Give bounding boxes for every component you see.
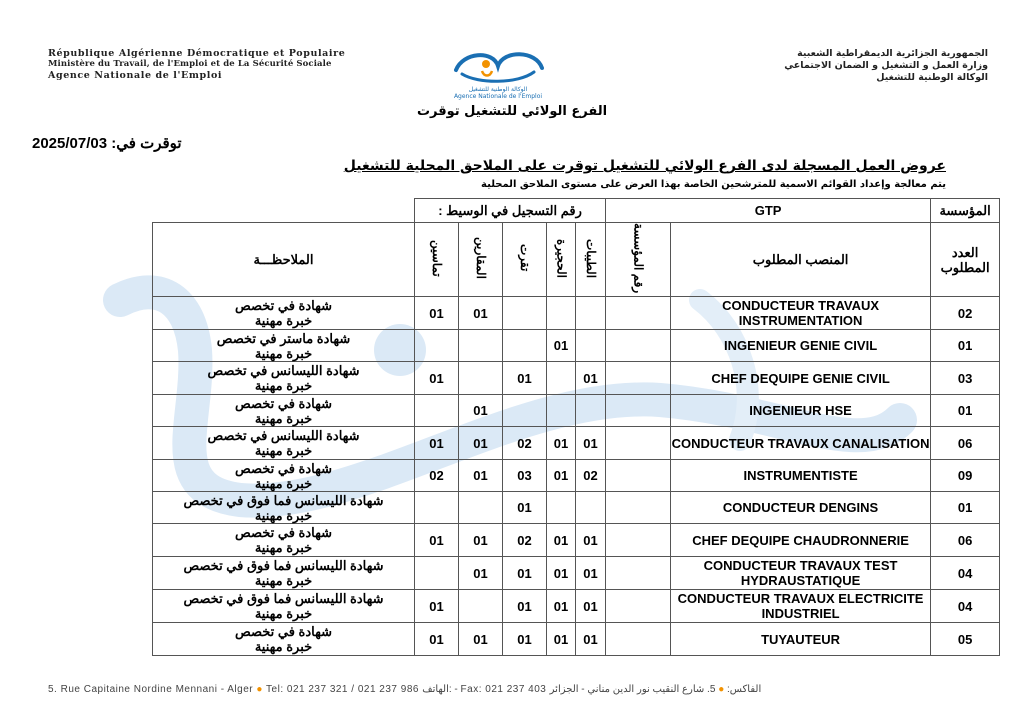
note-experience: خبرة مهنية <box>254 573 313 589</box>
ent-no-cell <box>606 362 671 395</box>
note-cell <box>153 460 415 492</box>
offers-subtitle: يتم معالجة وإعداد القوائم الاسمية للمترشحين الخاصة بهذا العرض على مستوى الملاحق المحلية <box>481 179 946 190</box>
column-headers <box>153 223 1000 297</box>
offers-title: عروض العمل المسجلة لدى الفرع الولائي للتشغيل توقرت على الملاحق المحلية للتشغيل <box>343 158 946 174</box>
meggarine-cell: 01 <box>459 427 503 460</box>
taibet-cell: 01 <box>576 427 606 460</box>
count-cell: 01 <box>931 330 1000 362</box>
taibet-cell: 01 <box>576 590 606 623</box>
header-temacine: تماسين <box>430 239 444 277</box>
note-cell <box>153 623 415 656</box>
letterhead-fr <box>48 48 345 81</box>
post-cell: CHEF DEQUIPE CHAUDRONNERIE <box>671 524 931 557</box>
footer-bullet-icon: ● <box>718 684 725 695</box>
meggarine-cell: 01 <box>459 557 503 590</box>
hjira-cell: 01 <box>547 427 576 460</box>
touggourt-cell: 02 <box>503 427 547 460</box>
count-cell: 01 <box>931 395 1000 427</box>
note-experience: خبرة مهنية <box>254 540 313 556</box>
footer-fax: Fax: 021 237 403 <box>460 684 547 695</box>
intermediary-number-label: رقم التسجيل في الوسيط : <box>415 199 606 223</box>
fr-republic-line: République Algérienne Démocratique et Populaire <box>48 48 346 59</box>
temacine-cell <box>415 557 459 590</box>
note-diploma: شهادة في تخصص <box>235 525 332 541</box>
fr-ministry-line: Ministère du Travail, de l'Emploi et de La Sécurité Sociale <box>48 59 332 69</box>
taibet-cell: 01 <box>576 557 606 590</box>
table-row <box>153 623 1000 656</box>
note-diploma: شهادة في تخصص <box>235 395 332 411</box>
hjira-cell: 01 <box>547 557 576 590</box>
count-cell: 05 <box>931 623 1000 656</box>
branch-title: الفرع الولائي للتشغيل توقرت <box>416 104 608 119</box>
taibet-cell <box>576 395 606 427</box>
letterhead-ar <box>784 48 988 84</box>
enterprise-row <box>153 199 1000 223</box>
footer-bullet-icon: ● <box>256 684 263 695</box>
note-diploma: شهادة ماستر في تخصص <box>216 330 351 346</box>
touggourt-cell: 03 <box>503 460 547 492</box>
header-post: المنصب المطلوب <box>671 223 931 297</box>
temacine-cell: 01 <box>415 524 459 557</box>
note-diploma: شهادة الليسانس فما فوق في تخصص <box>183 558 384 574</box>
count-cell: 01 <box>931 492 1000 524</box>
note-experience: خبرة مهنية <box>254 443 313 459</box>
count-cell: 04 <box>931 590 1000 623</box>
post-cell: CONDUCTEUR DENGINS <box>671 492 931 524</box>
post-cell: TUYAUTEUR <box>671 623 931 656</box>
touggourt-cell: 01 <box>503 557 547 590</box>
note-diploma: شهادة الليسانس في تخصص <box>207 363 360 379</box>
footer-fax-ar: الفاكس: <box>727 684 762 695</box>
note-cell <box>153 297 415 330</box>
hjira-cell <box>547 492 576 524</box>
meggarine-cell <box>459 492 503 524</box>
job-offers-table <box>152 198 1000 656</box>
hjira-cell: 01 <box>547 460 576 492</box>
table-row <box>153 427 1000 460</box>
hjira-cell <box>547 297 576 330</box>
meggarine-cell: 01 <box>459 623 503 656</box>
temacine-cell: 02 <box>415 460 459 492</box>
count-cell: 04 <box>931 557 1000 590</box>
count-cell: 03 <box>931 362 1000 395</box>
note-diploma: شهادة في تخصص <box>235 460 332 476</box>
date-label: توقرت في: <box>111 135 182 152</box>
touggourt-cell: 01 <box>503 492 547 524</box>
logo-caption: الوكالة الوطنية للتشغيل Agence Nationale de l'Emploi <box>453 86 543 100</box>
note-diploma: شهادة في تخصص <box>235 624 332 640</box>
note-experience: خبرة مهنية <box>254 410 313 426</box>
table-row <box>153 590 1000 623</box>
ent-no-cell <box>606 330 671 362</box>
temacine-cell: 01 <box>415 623 459 656</box>
taibet-cell <box>576 297 606 330</box>
temacine-cell <box>415 395 459 427</box>
meggarine-cell: 01 <box>459 297 503 330</box>
note-diploma: شهادة في تخصص <box>235 298 332 314</box>
note-experience: خبرة مهنية <box>254 606 313 622</box>
ent-no-cell <box>606 427 671 460</box>
count-cell: 06 <box>931 427 1000 460</box>
temacine-cell: 01 <box>415 590 459 623</box>
meggarine-cell: 01 <box>459 524 503 557</box>
taibet-cell: 01 <box>576 362 606 395</box>
table-row <box>153 557 1000 590</box>
count-cell: 02 <box>931 297 1000 330</box>
footer-phone: Tel: 021 237 321 / 021 237 986 <box>266 684 419 695</box>
touggourt-cell: 01 <box>503 623 547 656</box>
header-touggourt: تقرت <box>518 244 532 272</box>
header-meggarine: المقارين <box>474 237 488 280</box>
taibet-cell <box>576 330 606 362</box>
note-diploma: شهادة الليسانس فما فوق في تخصص <box>183 492 384 508</box>
note-experience: خبرة مهنية <box>254 345 313 361</box>
taibet-cell: 02 <box>576 460 606 492</box>
meggarine-cell <box>459 362 503 395</box>
temacine-cell <box>415 330 459 362</box>
note-cell <box>153 590 415 623</box>
post-cell: CONDUCTEUR TRAVAUX INSTRUMENTATION <box>671 297 931 330</box>
table-row <box>153 362 1000 395</box>
post-cell: CHEF DEQUIPE GENIE CIVIL <box>671 362 931 395</box>
count-cell: 06 <box>931 524 1000 557</box>
ar-agency-line: الوكالة الوطنية للتشغيل <box>876 72 988 83</box>
header-note: الملاحظـــة <box>153 223 415 297</box>
note-cell <box>153 492 415 524</box>
note-experience: خبرة مهنية <box>254 378 313 394</box>
note-diploma: شهادة الليسانس فما فوق في تخصص <box>183 591 384 607</box>
header-hjira: الحجيرة <box>554 238 569 278</box>
touggourt-cell: 01 <box>503 590 547 623</box>
fr-agency-line: Agence Nationale de l'Emploi <box>48 70 223 81</box>
taibet-cell: 01 <box>576 524 606 557</box>
letterhead <box>48 48 988 108</box>
note-cell <box>153 524 415 557</box>
meggarine-cell: 01 <box>459 395 503 427</box>
header-taibet: الطيبات <box>584 238 599 278</box>
table-row <box>153 524 1000 557</box>
header-enterprise-number: رقم المؤسسة <box>631 223 646 294</box>
taibet-cell: 01 <box>576 623 606 656</box>
footer-address-ar: 5. شارع النقيب نور الدين مناني - الجزائر <box>549 684 716 695</box>
touggourt-cell: 02 <box>503 524 547 557</box>
ar-ministry-line: وزارة العمل و التشغيل و الضمان الاجتماعي <box>784 60 988 71</box>
touggourt-cell <box>503 297 547 330</box>
ent-no-cell <box>606 297 671 330</box>
note-cell <box>153 557 415 590</box>
note-experience: خبرة مهنية <box>254 507 313 523</box>
header-count: العدد المطلوب <box>931 223 1000 297</box>
note-diploma: شهادة الليسانس في تخصص <box>207 428 360 444</box>
footer-address-fr: 5. Rue Capitaine Nordine Mennani - Alger <box>48 684 254 695</box>
meggarine-cell <box>459 590 503 623</box>
temacine-cell <box>415 492 459 524</box>
meggarine-cell <box>459 330 503 362</box>
post-cell: INGENIEUR GENIE CIVIL <box>671 330 931 362</box>
table-row <box>153 492 1000 524</box>
hjira-cell: 01 <box>547 590 576 623</box>
ent-no-cell <box>606 395 671 427</box>
hjira-cell <box>547 362 576 395</box>
hjira-cell: 01 <box>547 623 576 656</box>
table-row <box>153 297 1000 330</box>
temacine-cell: 01 <box>415 297 459 330</box>
ent-no-cell <box>606 623 671 656</box>
table-row <box>153 395 1000 427</box>
footer-phone-ar: الهاتف: <box>422 684 452 695</box>
meggarine-cell: 01 <box>459 460 503 492</box>
note-cell <box>153 362 415 395</box>
touggourt-cell: 01 <box>503 362 547 395</box>
post-cell: CONDUCTEUR TRAVAUX CANALISATION <box>671 427 931 460</box>
enterprise-value: GTP <box>606 199 931 223</box>
post-cell: INGENIEUR HSE <box>671 395 931 427</box>
ent-no-cell <box>606 524 671 557</box>
hjira-cell: 01 <box>547 524 576 557</box>
note-cell <box>153 395 415 427</box>
note-cell <box>153 427 415 460</box>
note-cell <box>153 330 415 362</box>
ent-no-cell <box>606 460 671 492</box>
note-experience: خبرة مهنية <box>254 639 313 655</box>
post-cell: CONDUCTEUR TRAVAUX ELECTRICITE INDUSTRIEL <box>671 590 931 623</box>
hjira-cell: 01 <box>547 330 576 362</box>
table-body <box>153 199 1000 656</box>
taibet-cell <box>576 492 606 524</box>
count-cell: 09 <box>931 460 1000 492</box>
post-cell: INSTRUMENTISTE <box>671 460 931 492</box>
temacine-cell: 01 <box>415 427 459 460</box>
note-experience: خبرة مهنية <box>254 475 313 491</box>
ent-no-cell <box>606 590 671 623</box>
ent-no-cell <box>606 492 671 524</box>
touggourt-cell <box>503 395 547 427</box>
date-value: 2025/07/03 <box>32 135 108 152</box>
note-experience: خبرة مهنية <box>254 313 313 329</box>
temacine-cell: 01 <box>415 362 459 395</box>
hjira-cell <box>547 395 576 427</box>
table-row <box>153 330 1000 362</box>
footer-address: 5. Rue Capitaine Nordine Mennani - Alger ● Tel: 021 237 321 / 021 237 986 الهاتف: - Fax: 021 237 403 الفاكس: ● 5. شارع النقيب نور الدين مناني - الجزائر <box>48 684 762 695</box>
post-cell: CONDUCTEUR TRAVAUX TEST HYDRAUSTATIQUE <box>671 557 931 590</box>
document-date <box>32 134 182 152</box>
ent-no-cell <box>606 557 671 590</box>
enterprise-label: المؤسسة <box>931 199 1000 223</box>
touggourt-cell <box>503 330 547 362</box>
ar-republic-line: الجمهورية الجزائرية الديمقراطية الشعبية <box>797 48 988 59</box>
table-row <box>153 460 1000 492</box>
